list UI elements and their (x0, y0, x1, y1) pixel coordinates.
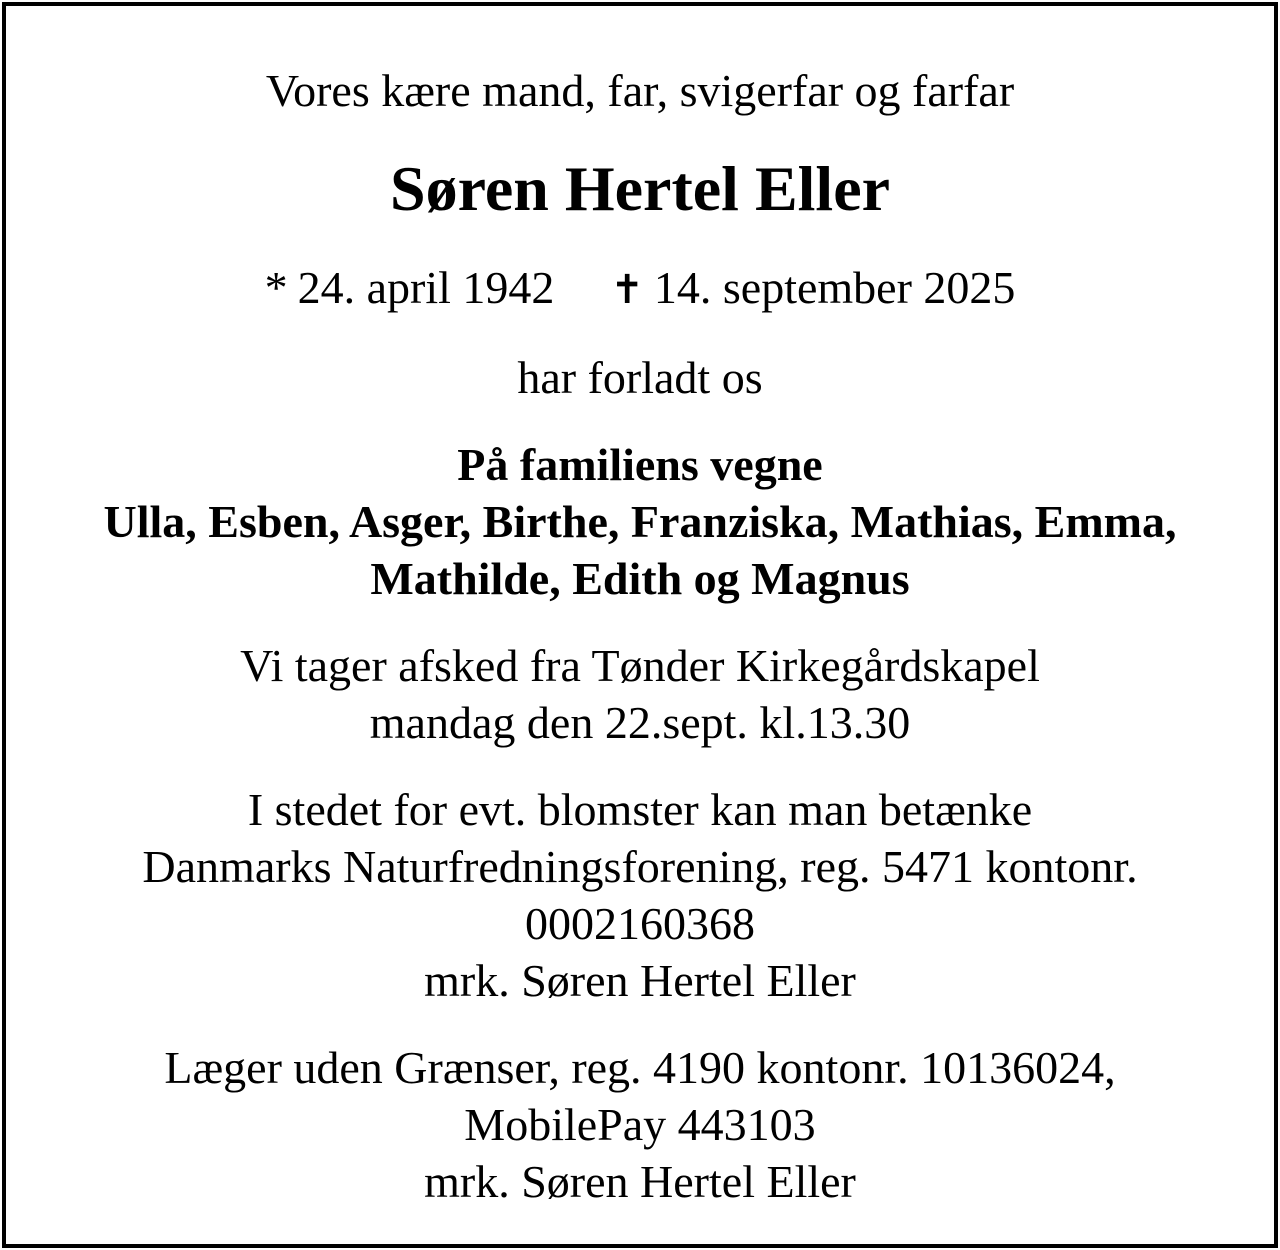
death-cross-symbol: ✝ (610, 267, 644, 313)
deceased-name: Søren Hertel Eller (390, 153, 890, 224)
birth-date-group (265, 262, 555, 313)
deceased-name-paragraph (20, 149, 1260, 229)
death-date-group (610, 262, 1015, 313)
birth-date: 24. april 1942 (297, 262, 555, 313)
donation-secondary-mobilepay: MobilePay 443103 (464, 1099, 816, 1150)
farewell-paragraph (20, 637, 1260, 751)
family-heading: På familiens vegne (457, 439, 823, 490)
farewell-time-line: mandag den 22.sept. kl.13.30 (369, 697, 911, 748)
statement-line: har forladt os (517, 352, 763, 403)
family-names-line-1: Ulla, Esben, Asger, Birthe, Franziska, Mathias, Emma, (103, 496, 1177, 547)
obituary-page (2, 2, 1278, 1248)
donation-secondary-line-1: Læger uden Grænser, reg. 4190 kontonr. 10136024, (164, 1042, 1116, 1093)
intro-line: Vores kære mand, far, svigerfar og farfar (265, 65, 1015, 116)
donation-primary-line-1: I stedet for evt. blomster kan man betænke (247, 784, 1033, 835)
family-names-line-2: Mathilde, Edith og Magnus (370, 553, 910, 604)
donation-primary-paragraph (20, 781, 1260, 1009)
intro-paragraph (20, 62, 1260, 119)
statement-paragraph (20, 349, 1260, 406)
donation-primary-line-2: Danmarks Naturfredningsforening, reg. 5471 kontonr. (142, 841, 1138, 892)
donation-primary-account-number: 0002160368 (525, 898, 755, 949)
donation-secondary-reference: mrk. Søren Hertel Eller (424, 1156, 856, 1207)
death-date: 14. september 2025 (653, 262, 1016, 313)
dates-paragraph (20, 259, 1260, 319)
obituary-content (6, 6, 1274, 1244)
dates-line (20, 259, 1260, 319)
family-paragraph (20, 436, 1260, 607)
farewell-location-line: Vi tager afsked fra Tønder Kirkegårdskapel (240, 640, 1040, 691)
donation-secondary-paragraph (20, 1039, 1260, 1210)
donation-primary-reference: mrk. Søren Hertel Eller (424, 955, 856, 1006)
birth-star-symbol: * (264, 262, 288, 313)
